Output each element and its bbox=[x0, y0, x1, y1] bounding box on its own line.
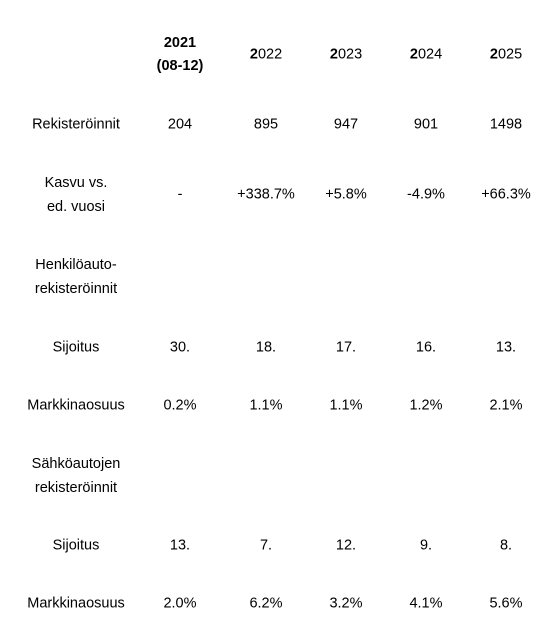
row-growth-label bbox=[45, 171, 108, 219]
section-ev-registrations-label bbox=[32, 452, 121, 500]
header-year-2024-lead: 2 bbox=[409, 46, 418, 63]
row-ev-rank-value: 13. bbox=[169, 537, 191, 554]
row-ev-share-value: 6.2% bbox=[249, 595, 283, 612]
row-growth-label-line2: ed. vuosi bbox=[46, 199, 106, 215]
section-car-label-line2: rekisteröinnit bbox=[34, 281, 118, 297]
header-year-2023-rest: 023 bbox=[337, 46, 363, 63]
row-car-share-label: Markkinaosuus bbox=[27, 397, 125, 414]
row-ev-rank-label: Sijoitus bbox=[52, 537, 100, 554]
header-year-2023 bbox=[330, 44, 362, 67]
header-year-2021-line1: 2021 bbox=[163, 35, 197, 51]
row-registrations-value: 901 bbox=[413, 116, 439, 133]
row-registrations-value: 895 bbox=[253, 116, 279, 133]
row-car-rank-value: 17. bbox=[335, 339, 357, 356]
row-growth-label-line1: Kasvu vs. bbox=[44, 175, 108, 191]
header-year-2023-lead: 2 bbox=[329, 46, 338, 63]
section-car-registrations-label bbox=[35, 253, 117, 301]
row-growth-value: +66.3% bbox=[481, 186, 531, 203]
row-growth-value: -4.9% bbox=[407, 186, 445, 203]
row-car-rank-value: 30. bbox=[169, 339, 191, 356]
row-registrations-value: 947 bbox=[333, 116, 359, 133]
row-car-share-value: 1.2% bbox=[409, 397, 443, 414]
row-ev-share-value: 2.0% bbox=[163, 595, 197, 612]
header-year-2022 bbox=[250, 44, 282, 67]
row-car-share-value: 0.2% bbox=[163, 397, 197, 414]
header-year-2024 bbox=[410, 44, 442, 67]
row-registrations-value: 1498 bbox=[489, 116, 523, 133]
header-year-2025 bbox=[490, 44, 522, 67]
header-year-2021-line2: (08-12) bbox=[156, 58, 204, 74]
header-year-2025-rest: 025 bbox=[497, 46, 523, 63]
header-year-2024-rest: 024 bbox=[417, 46, 443, 63]
row-ev-rank-value: 9. bbox=[419, 537, 433, 554]
row-ev-share-label: Markkinaosuus bbox=[27, 595, 125, 612]
section-car-label-line1: Henkilöauto- bbox=[35, 257, 117, 273]
row-car-share-value: 1.1% bbox=[249, 397, 283, 414]
header-year-2025-lead: 2 bbox=[489, 46, 498, 63]
row-ev-share-value: 4.1% bbox=[409, 595, 443, 612]
row-growth-value: +338.7% bbox=[237, 186, 295, 203]
row-ev-rank-value: 7. bbox=[259, 537, 273, 554]
row-ev-share-value: 5.6% bbox=[489, 595, 523, 612]
row-car-share-value: 1.1% bbox=[329, 397, 363, 414]
row-growth-value: +5.8% bbox=[325, 186, 367, 203]
row-car-rank-value: 13. bbox=[495, 339, 517, 356]
row-registrations-value: 204 bbox=[167, 116, 193, 133]
header-year-2021 bbox=[157, 32, 204, 78]
section-ev-label-line1: Sähköautojen bbox=[31, 456, 121, 472]
section-ev-label-line2: rekisteröinnit bbox=[34, 480, 118, 496]
row-ev-rank-value: 12. bbox=[335, 537, 357, 554]
header-year-2022-rest: 022 bbox=[257, 46, 283, 63]
row-car-rank-label: Sijoitus bbox=[52, 339, 100, 356]
row-registrations-label: Rekisteröinnit bbox=[32, 116, 120, 133]
row-ev-rank-value: 8. bbox=[499, 537, 513, 554]
row-car-rank-value: 18. bbox=[255, 339, 277, 356]
row-car-share-value: 2.1% bbox=[489, 397, 523, 414]
header-year-2022-lead: 2 bbox=[249, 46, 258, 63]
row-ev-share-value: 3.2% bbox=[329, 595, 363, 612]
row-car-rank-value: 16. bbox=[415, 339, 437, 356]
row-growth-value: - bbox=[177, 186, 183, 203]
